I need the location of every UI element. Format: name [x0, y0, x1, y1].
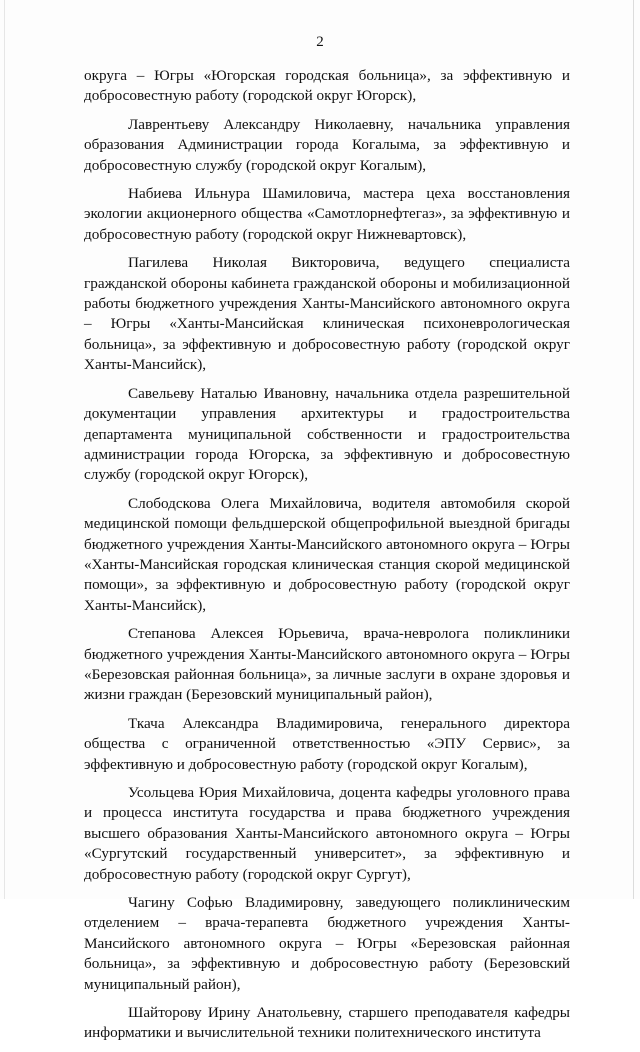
- document-body: [84, 66, 570, 1052]
- scan-edge-right: [633, 0, 634, 899]
- paragraph-pagilev: Пагилева Николая Викторовича, ведущего специалиста гражданской обороны кабинета гражданской обороны и мобилизационной работы бюджетного учреждения Ханты-Мансийского автономного округа – Югры «Ханты-Мансийская клиническая психоневрологическая больница», за эффективную и добросовестную работу (городской округ Ханты-Мансийск),: [84, 254, 570, 374]
- paragraph-slobodskov: Слободскова Олега Михайловича, водителя автомобиля скорой медицинской помощи фельдшерской общепрофильной выездной бригады бюджетного учреждения Ханты-Мансийского автономного округа – Югры «Ханты-Мансийская городская клиническая станция скорой медицинской помощи», за эффективную и добросовестную работу (городской округ Ханты-Мансийск),: [84, 494, 570, 614]
- paragraph-chagina: Чагину Софью Владимировну, заведующего поликлиническим отделением – врача-терапевта бюджетного учреждения Ханты-Мансийского автономного округа – Югры «Березовская районная больница», за эффективную и добросовестную работу (Березовский муниципальный район),: [84, 894, 570, 993]
- paragraph-lavrentyeva: Лаврентьеву Александру Николаевну, начальника управления образования Администрации города Когалыма, за эффективную и добросовестную службу (городской округ Когалым),: [84, 115, 570, 174]
- scan-edge-left: [4, 0, 5, 899]
- paragraph-savelyeva: Савельеву Наталью Ивановну, начальника отдела разрешительной документации управления архитектуры и градостроительства департамента муниципальной собственности и градостроительства администрации города Югорска, за эффективную и добросовестную службу (городской округ Югорск),: [84, 384, 570, 484]
- paragraph-nabiev: Набиева Ильнура Шамиловича, мастера цеха восстановления экологии акционерного общества «Самотлорнефтегаз», за эффективную и добросовестную работу (городской округ Нижневартовск),: [84, 185, 570, 243]
- page-number: 2: [316, 34, 324, 50]
- paragraph-tkach: Ткача Александра Владимировича, генерального директора общества с ограниченной ответственностью «ЭПУ Сервис», за эффективную и добросовестную работу (городской округ Когалым),: [84, 714, 570, 773]
- paragraph-continuation: округа – Югры «Югорская городская больница», за эффективную и добросовестную работу (городской округ Югорск),: [84, 67, 570, 105]
- paragraph-shaytorova: Шайторову Ирину Анатольевну, старшего преподавателя кафедры информатики и вычислительной техники политехнического института: [84, 1004, 570, 1042]
- paragraph-stepanov: Степанова Алексея Юрьевича, врача-невролога поликлиники бюджетного учреждения Ханты-Мансийского автономного округа – Югры «Березовская районная больница», за личные заслуги в охране здоровья и жизни граждан (Березовский муниципальный район),: [84, 625, 570, 704]
- paragraph-usoltsev: Усольцева Юрия Михайловича, доцента кафедры уголовного права и процесса института государства и права бюджетного учреждения высшего образования Ханты-Мансийского автономного округа – Югры «Сургутский государственный университет», за эффективную и добросовестную работу (городской округ Сургут),: [84, 784, 570, 883]
